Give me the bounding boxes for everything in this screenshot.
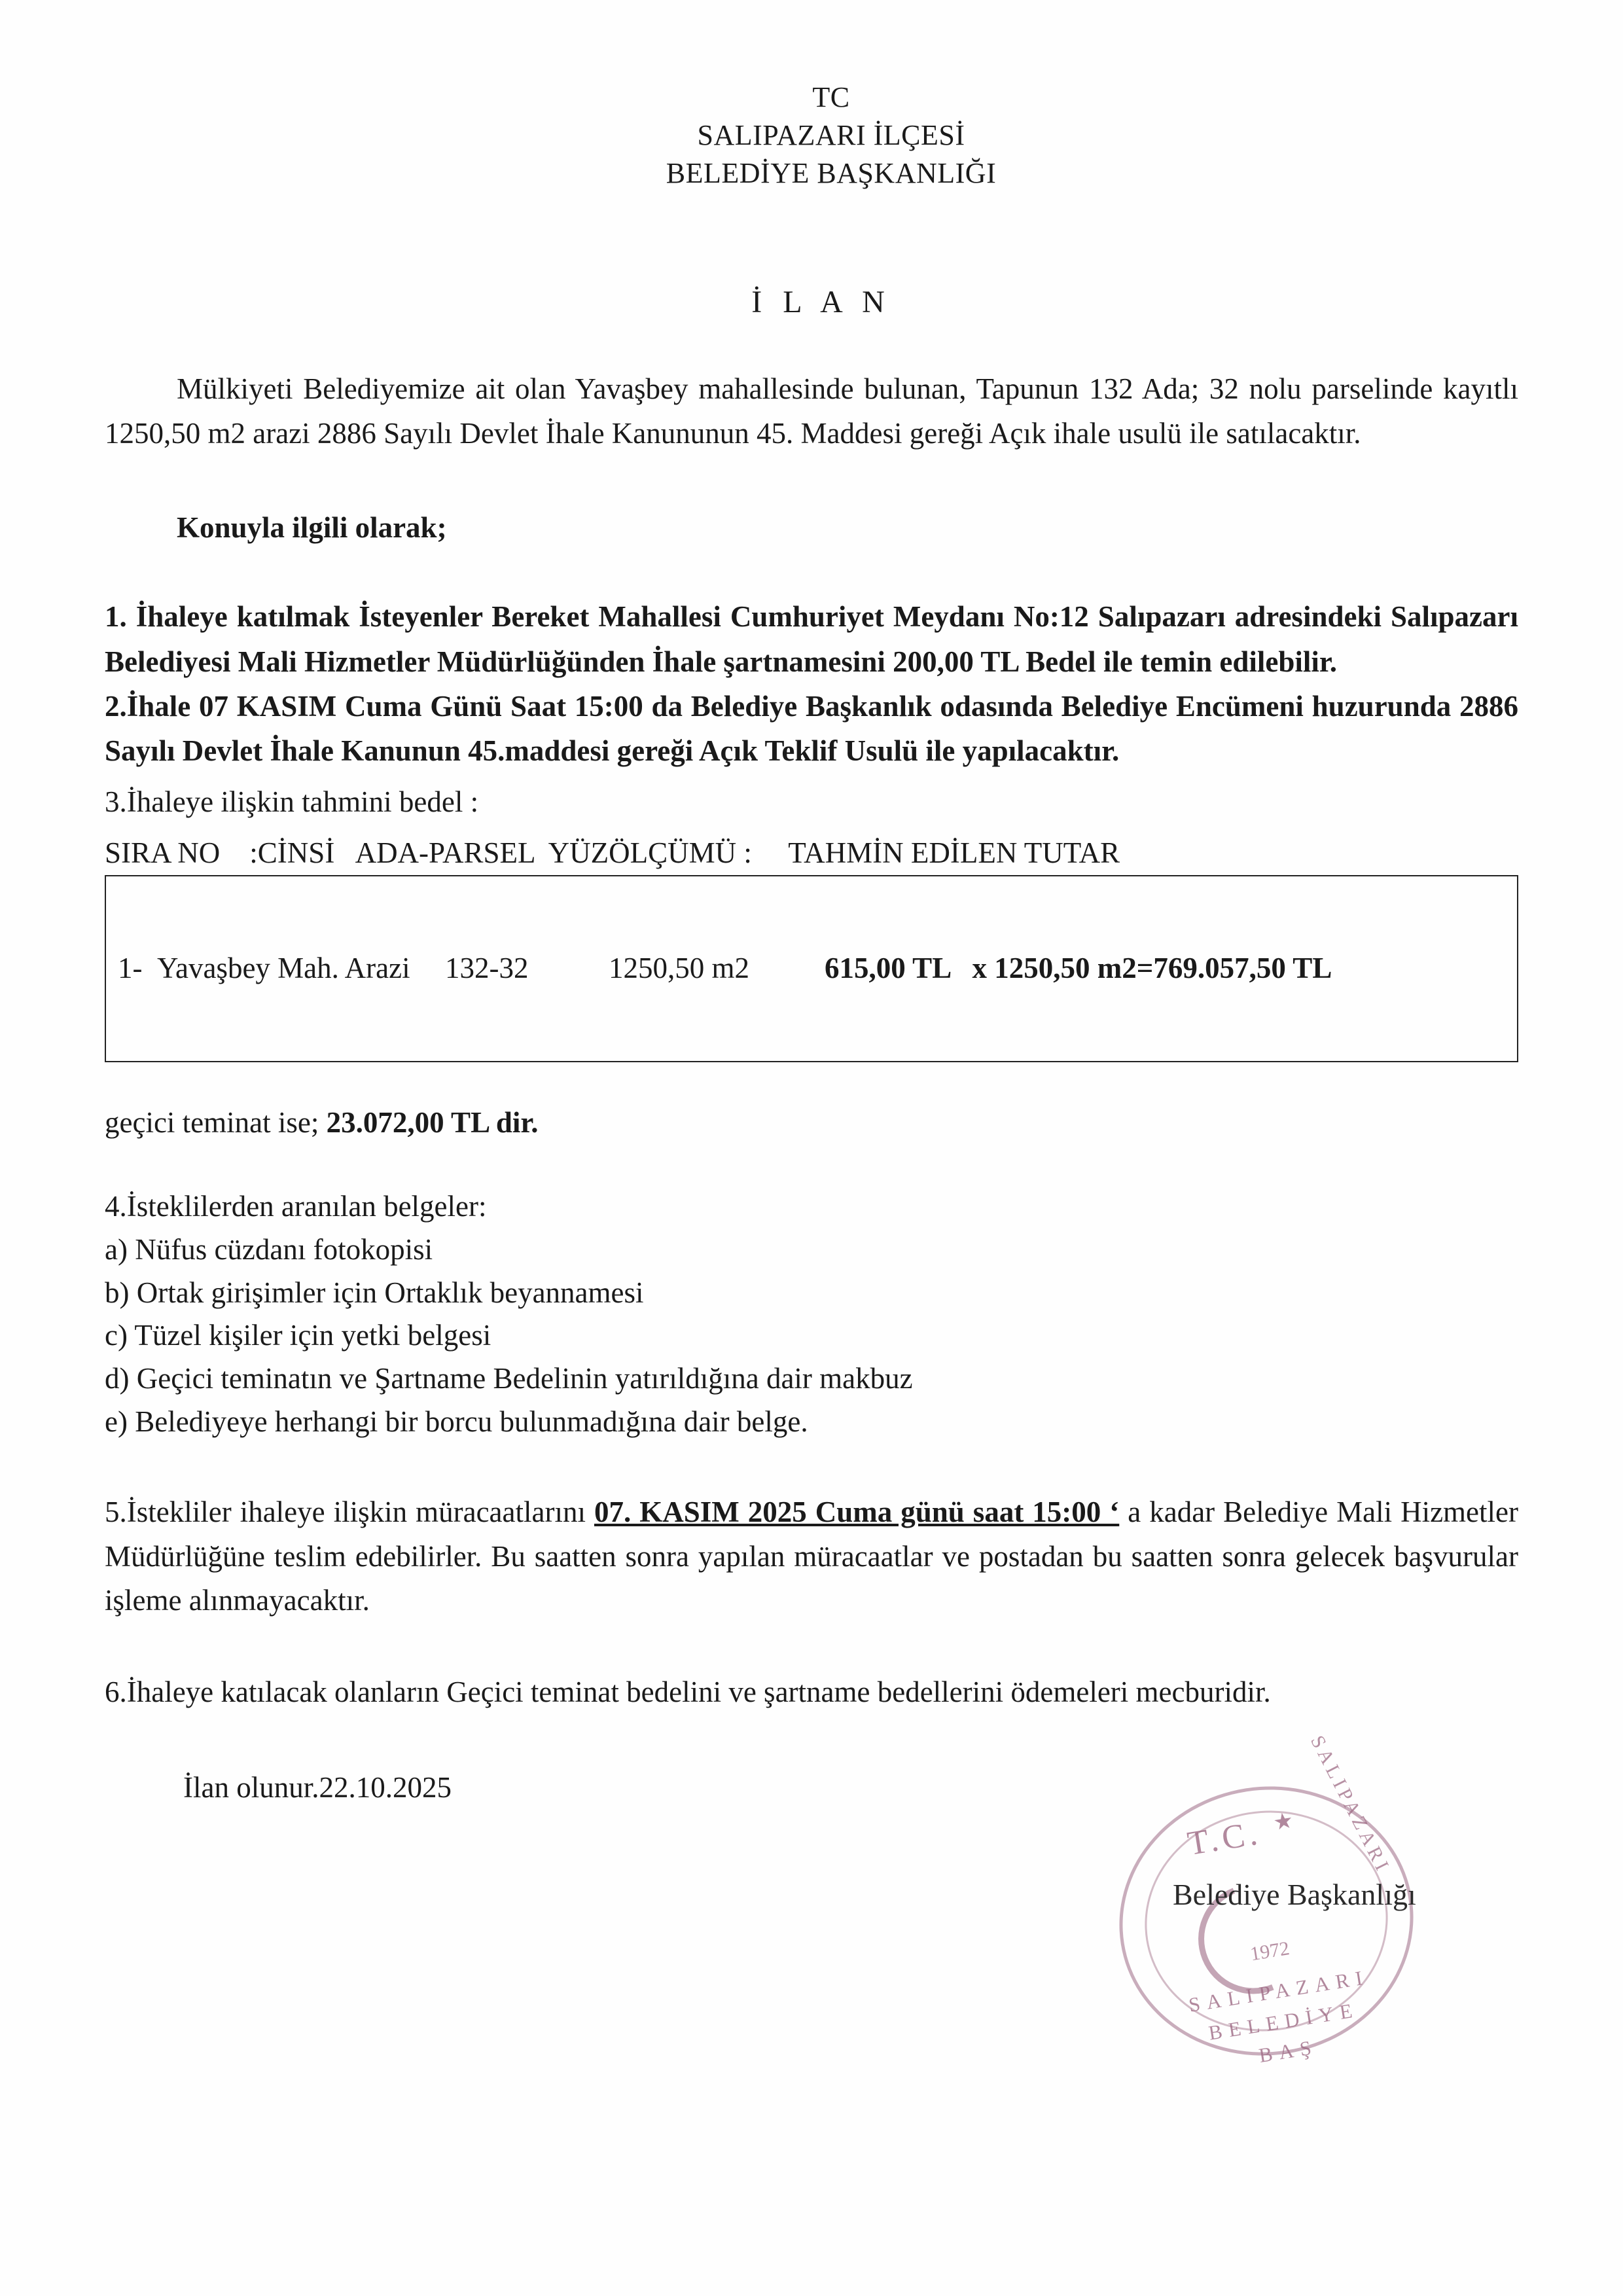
document-content	[105, 79, 1518, 1804]
signature-label: Belediye Başkanlığı	[1173, 1878, 1416, 1911]
letterhead-line-tc: TC	[812, 81, 850, 113]
deposit-amount: 23.072,00 TL dir.	[326, 1106, 539, 1139]
letterhead-line-municipality: BELEDİYE BAŞKANLIĞI	[666, 157, 997, 190]
stamp-year: 1972	[1249, 1937, 1291, 1965]
stamp-star-icon: ★	[1271, 1808, 1295, 1836]
item-4-d: d) Geçici teminatın ve Şartname Bedelinin yatırıldığına dair makbuz	[105, 1362, 913, 1395]
price-table-header: SIRA NO :CİNSİ ADA-PARSEL YÜZÖLÇÜMÜ : TAHMİN EDİLEN TUTAR	[105, 836, 1120, 870]
cell-cinsi: Yavaşbey Mah. Arazi	[157, 952, 410, 985]
signature-area	[1086, 1732, 1544, 2134]
item-5-deadline: 07. KASIM 2025 Cuma günü saat 15:00 ‘	[594, 1496, 1120, 1529]
required-documents-block	[105, 1185, 1518, 1443]
cell-tahmin-edilen-tutar: 615,00 TL x 1250,50 m2=769.057,50 TL	[825, 952, 1332, 985]
item-2: 2.İhale 07 KASIM Cuma Günü Saat 15:00 da Belediye Başkanlık odasında Belediye Encümeni huzurunda 2886 Sayılı Devlet İhale Kanunun 45.maddesi gereği Açık Teklif Usulü ile yapılacaktır.	[105, 690, 1518, 768]
stamp-tc-label: T.C.	[1185, 1814, 1264, 1863]
price-table-row	[105, 875, 1518, 1062]
subject-heading: Konuyla ilgili olarak;	[177, 511, 447, 545]
item-4-e: e) Belediyeye herhangi bir borcu bulunmadığına dair belge.	[105, 1405, 808, 1438]
intro-paragraph: Mülkiyeti Belediyemize ait olan Yavaşbey mahallesinde bulunan, Tapunun 132 Ada; 32 nolu parselinde kayıtlı 1250,50 m2 arazi 2886 Sayılı Devlet İhale Kanununun 45. Maddesi gereği Açık ihale usulü ile satılacaktır.	[105, 372, 1518, 450]
stamp-right-text: SALIPAZARI	[1306, 1732, 1395, 1878]
item-1: 1. İhaleye katılmak İsteyenler Bereket Mahallesi Cumhuriyet Meydanı No:12 Salıpazarı adresindeki Salıpazarı Belediyesi Mali Hizmetler Müdürlüğünden İhale şartnamesini 200,00 TL Bedel ile temin edilebilir.	[105, 600, 1518, 678]
closing-line: İlan olunur.22.10.2025	[183, 1771, 452, 1804]
item-4-a: a) Nüfus cüzdanı fotokopisi	[105, 1232, 433, 1266]
item-4-b: b) Ortak girişimler için Ortaklık beyannamesi	[105, 1276, 644, 1309]
deposit-line	[105, 1105, 1518, 1139]
item-4-heading: 4.İsteklilerden aranılan belgeler:	[105, 1190, 487, 1223]
letterhead	[144, 79, 1518, 192]
item-5	[105, 1490, 1518, 1623]
cell-sira: 1-	[118, 952, 143, 985]
official-stamp-icon	[1100, 1732, 1433, 2076]
cell-ada-parsel: 132-32	[445, 952, 529, 985]
letterhead-line-district: SALIPAZARI İLÇESİ	[697, 119, 965, 152]
item-3: 3.İhaleye ilişkin tahmini bedel :	[105, 785, 479, 818]
deposit-prefix: geçici teminat ise;	[105, 1106, 327, 1139]
page-title: İ L A N	[751, 285, 891, 320]
item-6: 6.İhaleye katılacak olanların Geçici teminat bedelini ve şartname bedellerini ödemeleri mecburidir.	[105, 1675, 1271, 1708]
item-4-c: c) Tüzel kişiler için yetki belgesi	[105, 1319, 491, 1352]
stamp-bottom-text: SALIPAZARI BELEDİYE BAŞ	[1186, 1965, 1370, 2068]
item-5-part-1: 5.İstekliler ihaleye ilişkin müracaatlarını	[105, 1496, 594, 1529]
item-5-part-2: a kadar Belediye Mali Hizmetler Müdürlüğüne teslim edebilirler. Bu saatten sonra yapılan müracaatlar ve postadan bu saatten sonra gelecek başvurular işleme alınmayacaktır.	[105, 1496, 1518, 1617]
cell-yuzolcumu: 1250,50 m2	[609, 952, 750, 985]
